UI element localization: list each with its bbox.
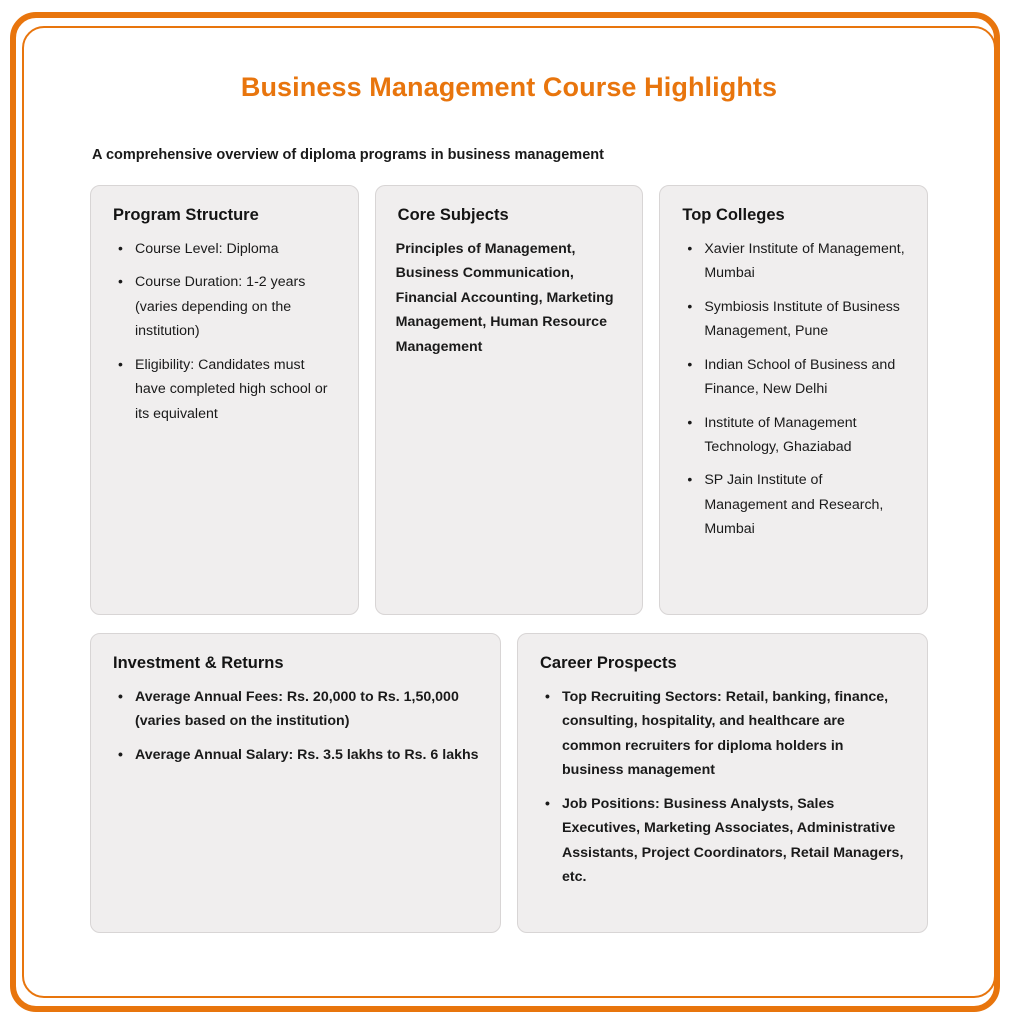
card-title-career-prospects: Career Prospects [540,654,677,672]
list-career-prospects [538,685,907,889]
list-program-structure [111,237,338,426]
content-area [24,28,994,996]
card-title-core-subjects: Core Subjects [397,206,509,224]
list-item: • SP Jain Institute of Management and Research, Mumbai [702,468,907,541]
list-item: • Xavier Institute of Management, Mumbai [702,237,907,286]
list-top-colleges [680,237,907,542]
list-item: • Average Annual Fees: Rs. 20,000 to Rs. 1,50,000 (varies based on the institution) [133,685,480,734]
card-investment-returns [90,633,501,933]
list-item: • Indian School of Business and Finance, New Delhi [702,353,907,402]
card-title-program-structure: Program Structure [113,206,259,224]
list-item: • Course Level: Diploma [133,237,338,261]
page-subtitle: A comprehensive overview of diploma programs in business management [92,147,604,163]
card-title-investment-returns: Investment & Returns [113,654,284,672]
card-core-subjects [375,185,644,615]
list-item: • Eligibility: Candidates must have completed high school or its equivalent [133,353,338,426]
list-item: • Job Positions: Business Analysts, Sales Executives, Marketing Associates, Administrative Assistants, Project Coordinators, Retail Managers, etc. [560,792,907,890]
cards-row-top [90,185,928,615]
list-investment-returns [111,685,480,767]
list-item: • Symbiosis Institute of Business Management, Pune [702,295,907,344]
list-item: • Top Recruiting Sectors: Retail, banking, finance, consulting, hospitality, and healthcare are common recruiters for diploma holders in business management [560,685,907,783]
list-item: • Institute of Management Technology, Ghaziabad [702,411,907,460]
list-item: • Average Annual Salary: Rs. 3.5 lakhs to Rs. 6 lakhs [133,743,480,767]
card-top-colleges [659,185,928,615]
core-subjects-text: Principles of Management, Business Communication, Financial Accounting, Marketing Management, Human Resource Management [395,241,614,355]
list-item: • Course Duration: 1-2 years (varies depending on the institution) [133,270,338,343]
cards-row-bottom [90,633,928,933]
card-title-top-colleges: Top Colleges [682,206,785,224]
card-program-structure [90,185,359,615]
card-career-prospects [517,633,928,933]
inner-border-frame [22,26,996,998]
page-title: Business Management Course Highlights [240,72,778,102]
